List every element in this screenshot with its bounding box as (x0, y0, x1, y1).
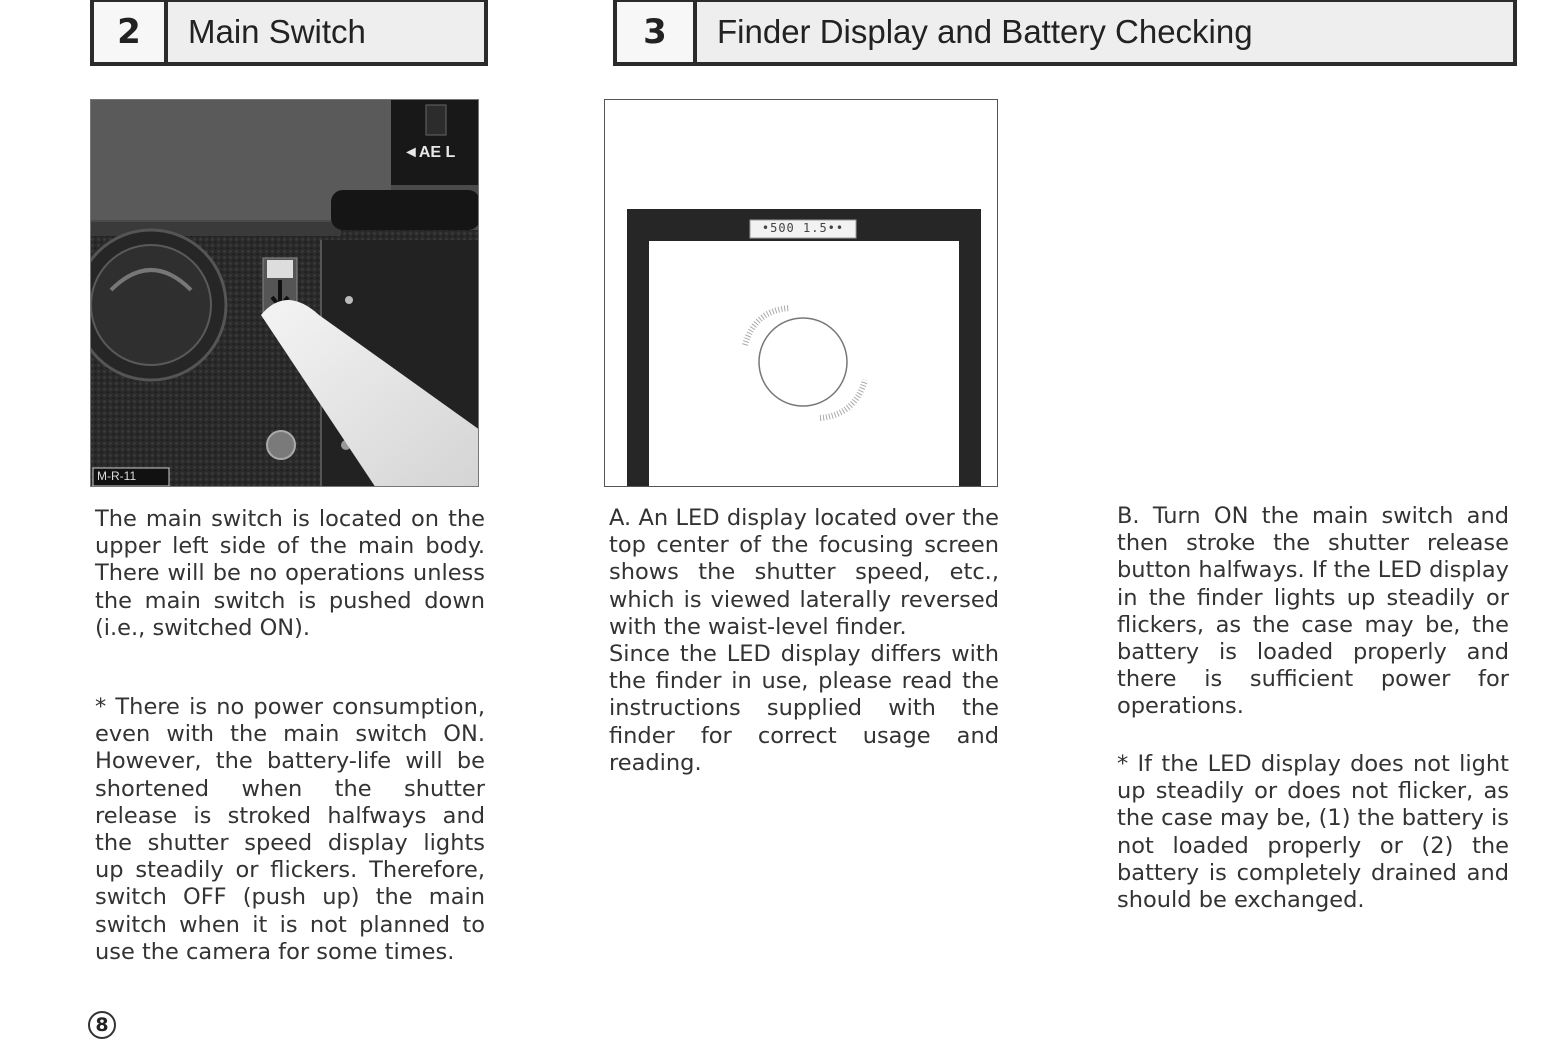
main-switch-photo (90, 99, 479, 487)
finder-display-figure (604, 99, 998, 487)
section-3-header (613, 0, 1517, 66)
section-2-title: Main Switch (188, 13, 366, 50)
main-switch-paragraph: The main switch is located on the upper left side of the main body. There will be no operations unless the main switch is pushed down (i.e., switched ON). (95, 506, 485, 641)
ae-lock-label: ◄AE L (403, 144, 456, 161)
model-badge: M-R-11 (97, 469, 137, 483)
section-2-header (90, 0, 488, 66)
led-readout: •500 1.5•• (761, 221, 845, 235)
section-2-number: 2 (94, 2, 168, 62)
section-3-number: 3 (617, 2, 697, 62)
page-number: 8 (88, 1011, 116, 1039)
section-3-title: Finder Display and Battery Checking (717, 13, 1253, 50)
battery-check-paragraph: B. Turn ON the main switch and then stroke the shutter release button halfways. If the LED display in the finder lights up steadily or flickers, as the case may be, the battery is loaded properly and there is sufficient power for operations. (1117, 503, 1509, 720)
power-consumption-note: * There is no power consumption, even with the main switch ON. However, the battery-life will be shortened when the shutter release is stroked halfways and the shutter speed display lights up steadily or flickers. Therefore, switch OFF (push up) the main switch when it is not planned to use the camera for some times. (95, 694, 485, 965)
led-display-paragraph: A. An LED display located over the top center of the focusing screen shows the shutter speed, etc., which is viewed laterally reversed with the waist-level finder. Since the LED display differs with the finder in use, please read the instructions supplied with the finder for correct usage and reading. (609, 505, 999, 776)
battery-note-paragraph: * If the LED display does not light up steadily or does not flicker, as the case may be, (1) the battery is not loaded properly or (2) the battery is completely drained and should be exchanged. (1117, 751, 1509, 914)
